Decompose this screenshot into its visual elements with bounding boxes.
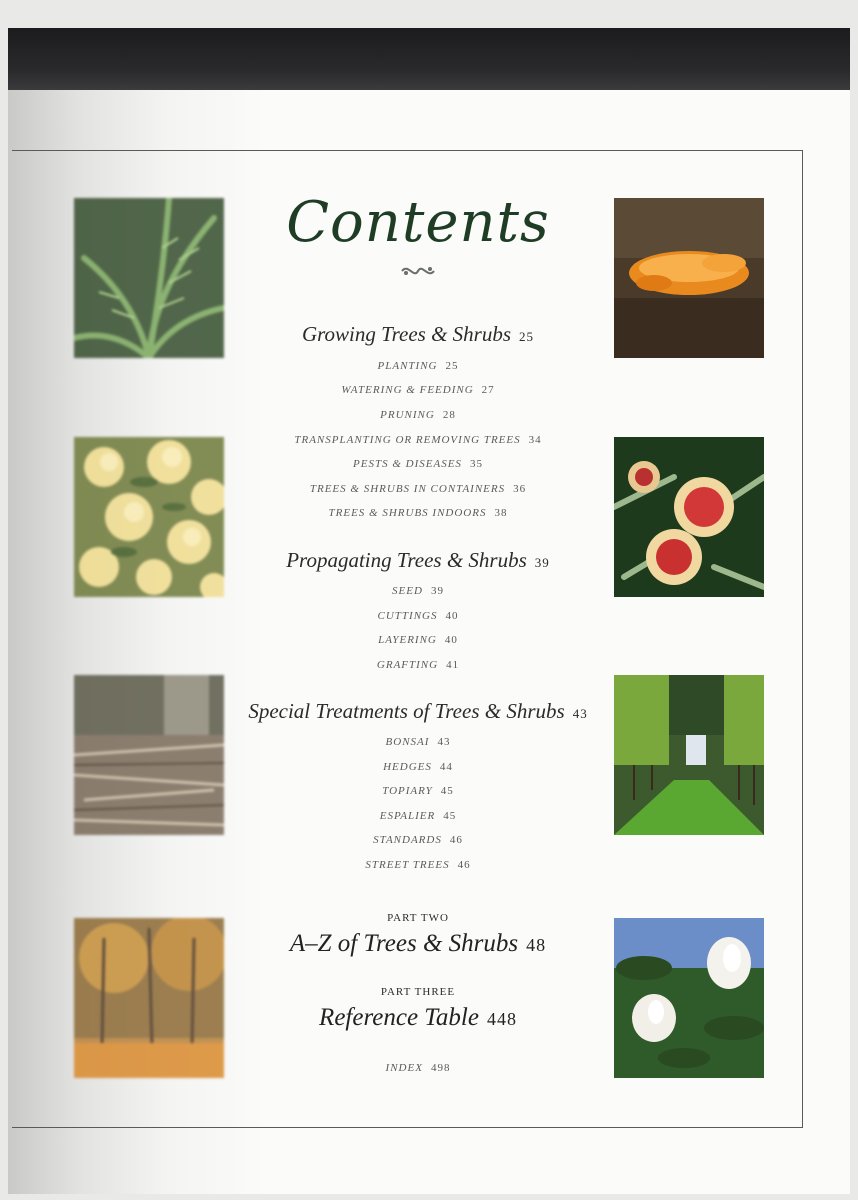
hakea-flower-photo xyxy=(614,437,764,597)
page-title: Contents xyxy=(286,190,550,255)
entry-page: 35 xyxy=(469,458,483,470)
part-three-label: PART THREE xyxy=(380,986,456,998)
section-heading-propagating[interactable] xyxy=(228,548,608,573)
entry-page: 40 xyxy=(445,610,459,622)
toc-entry-street-trees[interactable] xyxy=(228,859,608,871)
section-heading-growing[interactable] xyxy=(228,322,608,347)
section-page: 39 xyxy=(534,555,550,570)
entry-page: 25 xyxy=(445,360,459,372)
section-title: Growing Trees & Shrubs xyxy=(301,322,512,346)
entry-page: 45 xyxy=(443,810,457,822)
contents-page xyxy=(8,90,850,1194)
entry-label: STREET TREES xyxy=(365,859,450,871)
entry-label: PLANTING xyxy=(377,360,438,372)
entry-page: 27 xyxy=(481,384,495,396)
section-title: Special Treatments of Trees & Shrubs xyxy=(248,699,565,723)
toc-entry-cuttings[interactable] xyxy=(228,610,608,622)
section-title: Propagating Trees & Shrubs xyxy=(286,548,527,572)
toc-entry-topiary[interactable] xyxy=(228,785,608,797)
entry-label: TREES & SHRUBS IN CONTAINERS xyxy=(309,483,506,495)
section-page: 25 xyxy=(519,329,535,344)
entry-label: TOPIARY xyxy=(382,785,433,797)
entry-label: LAYERING xyxy=(378,634,437,646)
part-two-label: PART TWO xyxy=(387,912,449,924)
part-two-heading[interactable] xyxy=(228,930,608,958)
entry-page: 46 xyxy=(457,859,471,871)
entry-page: 43 xyxy=(437,736,451,748)
toc-entry-transplanting[interactable] xyxy=(228,434,608,446)
entry-page: 36 xyxy=(513,483,527,495)
hedge-avenue-photo xyxy=(614,675,764,835)
vine-flourish-icon xyxy=(228,262,608,285)
entry-page: 40 xyxy=(444,634,458,646)
toc-entry-pruning[interactable] xyxy=(228,409,608,421)
mulch-photo xyxy=(74,675,224,835)
entry-label: HEDGES xyxy=(383,761,432,773)
entry-label: WATERING & FEEDING xyxy=(341,384,474,396)
part-page: 448 xyxy=(486,1009,517,1029)
entry-page: 46 xyxy=(449,834,463,846)
toc-entry-bonsai[interactable] xyxy=(228,736,608,748)
toc-entry-espalier[interactable] xyxy=(228,810,608,822)
toc-entry-standards[interactable] xyxy=(228,834,608,846)
entry-page: 39 xyxy=(430,585,444,597)
part-three-heading[interactable] xyxy=(228,1004,608,1032)
toc-entry-planting[interactable] xyxy=(228,360,608,372)
part-title: A–Z of Trees & Shrubs xyxy=(289,930,519,957)
part-title: Reference Table xyxy=(319,1004,479,1031)
entry-page: 498 xyxy=(430,1062,451,1074)
entry-label: BONSAI xyxy=(385,736,430,748)
section-heading-special-treatments[interactable] xyxy=(228,699,608,724)
entry-page: 34 xyxy=(528,434,542,446)
entry-page: 44 xyxy=(439,761,453,773)
entry-label: PESTS & DISEASES xyxy=(353,458,462,470)
entry-label: GRAFTING xyxy=(376,659,439,671)
toc-entry-layering[interactable] xyxy=(228,634,608,646)
entry-label: ESPALIER xyxy=(379,810,436,822)
top-dark-band xyxy=(8,28,850,90)
magnolia-photo xyxy=(614,918,764,1078)
fern-photo xyxy=(74,198,224,358)
entry-label: TRANSPLANTING OR REMOVING TREES xyxy=(294,434,521,446)
toc-entry-index[interactable] xyxy=(228,1062,608,1074)
bracket-fungus-photo xyxy=(614,198,764,358)
rhododendron-photo xyxy=(74,437,224,597)
entry-label: STANDARDS xyxy=(373,834,442,846)
entry-page: 41 xyxy=(446,659,460,671)
toc-entry-pests-diseases[interactable] xyxy=(228,458,608,470)
entry-label: INDEX xyxy=(385,1062,423,1074)
toc-entry-grafting[interactable] xyxy=(228,659,608,671)
entry-page: 28 xyxy=(442,409,456,421)
toc-entry-seed[interactable] xyxy=(228,585,608,597)
entry-label: SEED xyxy=(392,585,423,597)
part-page: 48 xyxy=(526,935,547,955)
toc-entry-indoors[interactable] xyxy=(228,507,608,519)
toc-entry-watering-feeding[interactable] xyxy=(228,384,608,396)
toc-entry-hedges[interactable] xyxy=(228,761,608,773)
entry-page: 38 xyxy=(494,507,508,519)
entry-page: 45 xyxy=(440,785,454,797)
entry-label: TREES & SHRUBS INDOORS xyxy=(328,507,487,519)
section-page: 43 xyxy=(572,706,588,721)
entry-label: PRUNING xyxy=(380,409,435,421)
entry-label: CUTTINGS xyxy=(377,610,438,622)
autumn-woodland-photo xyxy=(74,918,224,1078)
toc-entry-containers[interactable] xyxy=(228,483,608,495)
